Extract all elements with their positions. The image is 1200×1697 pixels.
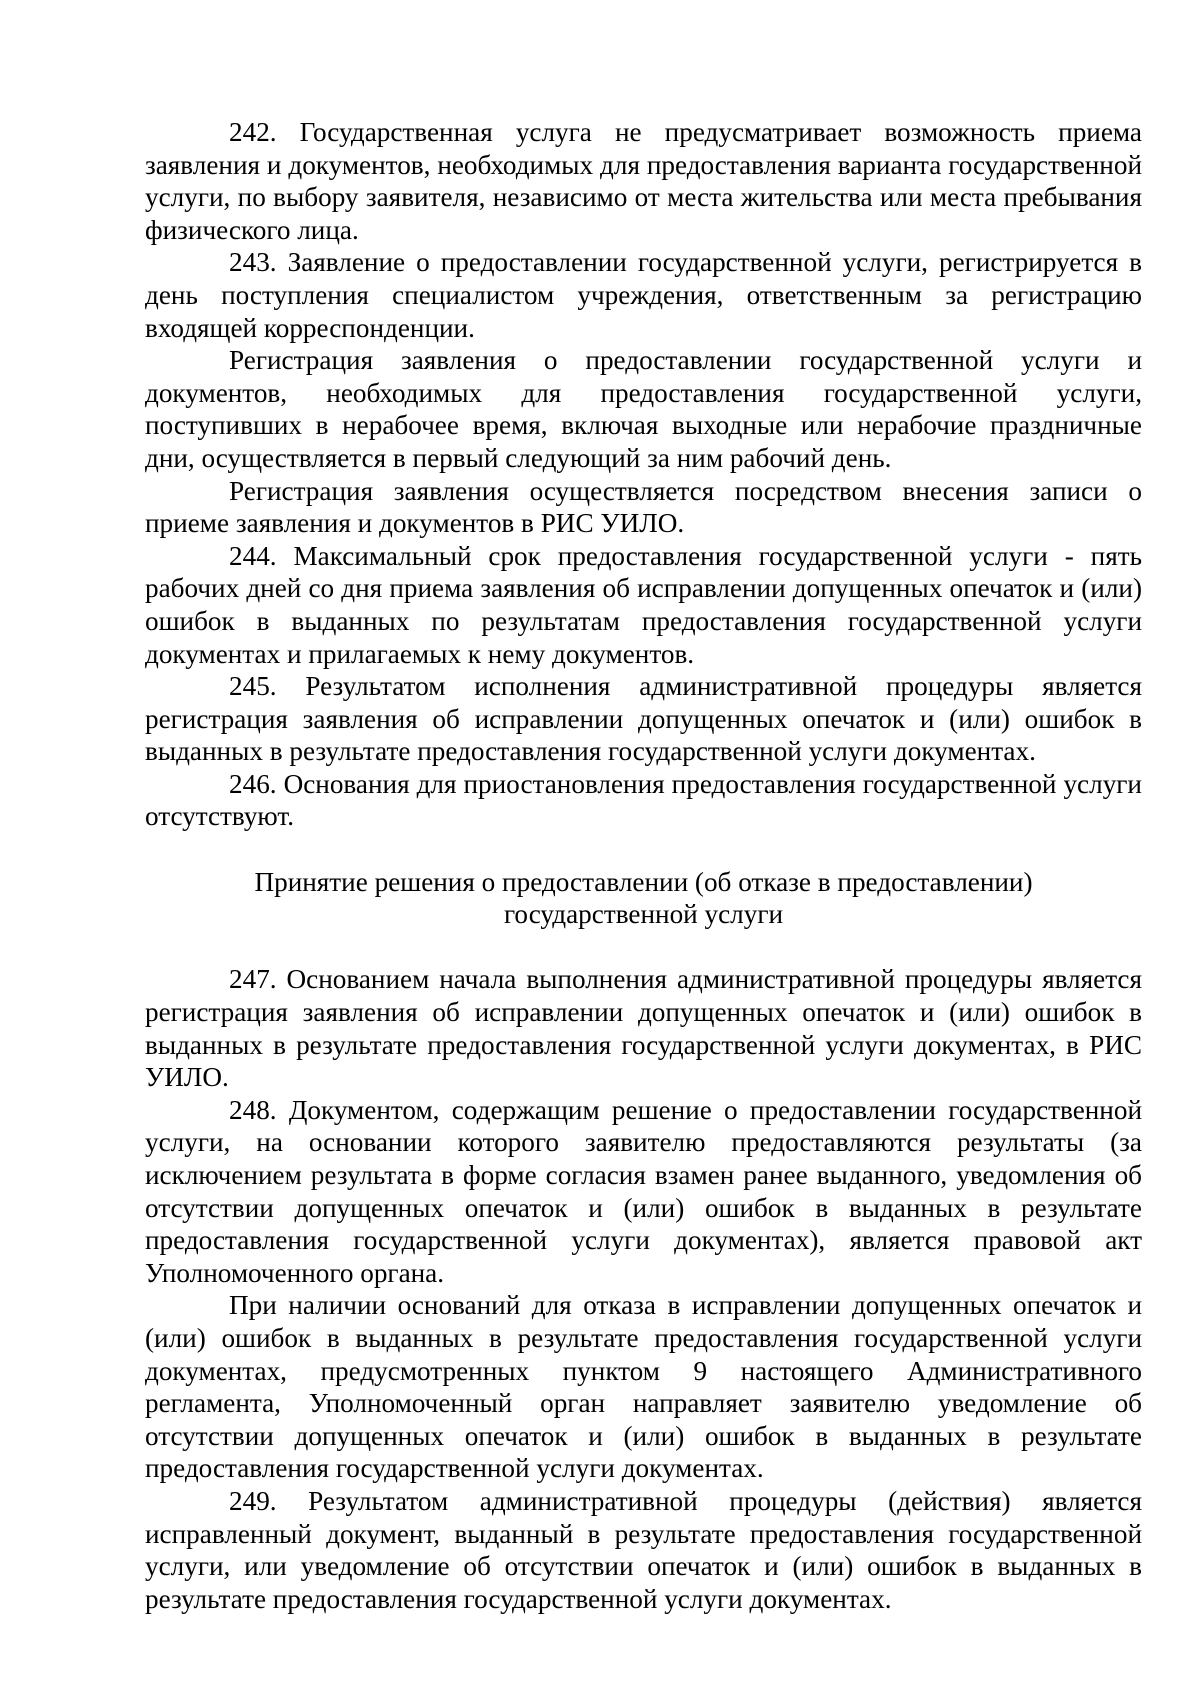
paragraph-249: 249. Результатом административной процедуры (действия) является исправленный документ, выданный в результате предоставления государственной услуги, или уведомление об отсутствии опечаток и (или) ошибок в выданных в результате предоставления государственной услуги документах.: [145, 1485, 1142, 1614]
section-heading-line-1: Принятие решения о предоставлении (об отказе в предоставлении): [254, 866, 1033, 897]
paragraph-243-registration-nonworking: Регистрация заявления о предоставлении государственной услуги и документов, необходимых для предоставления государственной услуги, поступивших в нерабочее время, включая выходные или нерабочие праздничные дни, осуществляется в первый следующий за ним рабочий день.: [145, 345, 1142, 473]
section-heading: [145, 866, 1142, 931]
paragraph-248-refusal: При наличии оснований для отказа в исправлении допущенных опечаток и (или) ошибок в выданных в результате предоставления государственной услуги документах, предусмотренных пунктом 9 настоящего Административного регламента, Уполномоченный орган направляет заявителю уведомление об отсутствии допущенных опечаток и (или) ошибок в выданных в результате предоставления государственной услуги документах.: [145, 1290, 1142, 1484]
paragraph-242: 242. Государственная услуга не предусматривает возможность приема заявления и документов, необходимых для предоставления варианта государственной услуги, по выбору заявителя, независимо от места жительства или места пребывания физического лица.: [145, 117, 1142, 245]
paragraph-248: 248. Документом, содержащим решение о предоставлении государственной услуги, на основании которого заявителю предоставляются результаты (за исключением результата в форме согласия взамен ранее выданного, уведомления об отсутствии допущенных опечаток и (или) ошибок в выданных в результате предоставления государственной услуги документах), является правовой акт Уполномоченного органа.: [145, 1094, 1142, 1288]
paragraph-247: 247. Основанием начала выполнения административной процедуры является регистрация заявления об исправлении допущенных опечаток и (или) ошибок в выданных в результате предоставления государственной услуги документах, в РИС УИЛО.: [145, 964, 1142, 1093]
document-body: [145, 116, 1142, 1615]
paragraph-243: 243. Заявление о предоставлении государственной услуги, регистрируется в день поступления специалистом учреждения, ответственным за регистрацию входящей корреспонденции.: [145, 247, 1142, 343]
paragraph-246: 246. Основания для приостановления предоставления государственной услуги отсутствуют.: [145, 768, 1142, 832]
paragraph-244: 244. Максимальный срок предоставления государственной услуги - пять рабочих дней со дня приема заявления об исправлении допущенных опечаток и (или) ошибок в выданных по результатам предоставления государственной услуги документах и прилагаемых к нему документов.: [145, 540, 1142, 669]
section-heading-line-2: государственной услуги: [503, 899, 784, 930]
paragraph-243-registration-record: Регистрация заявления осуществляется посредством внесения записи о приеме заявления и документов в РИС УИЛО.: [145, 475, 1142, 539]
paragraph-245: 245. Результатом исполнения административной процедуры является регистрация заявления об исправлении допущенных опечаток и (или) ошибок в выданных в результате предоставления государственной услуги документах.: [145, 671, 1142, 767]
